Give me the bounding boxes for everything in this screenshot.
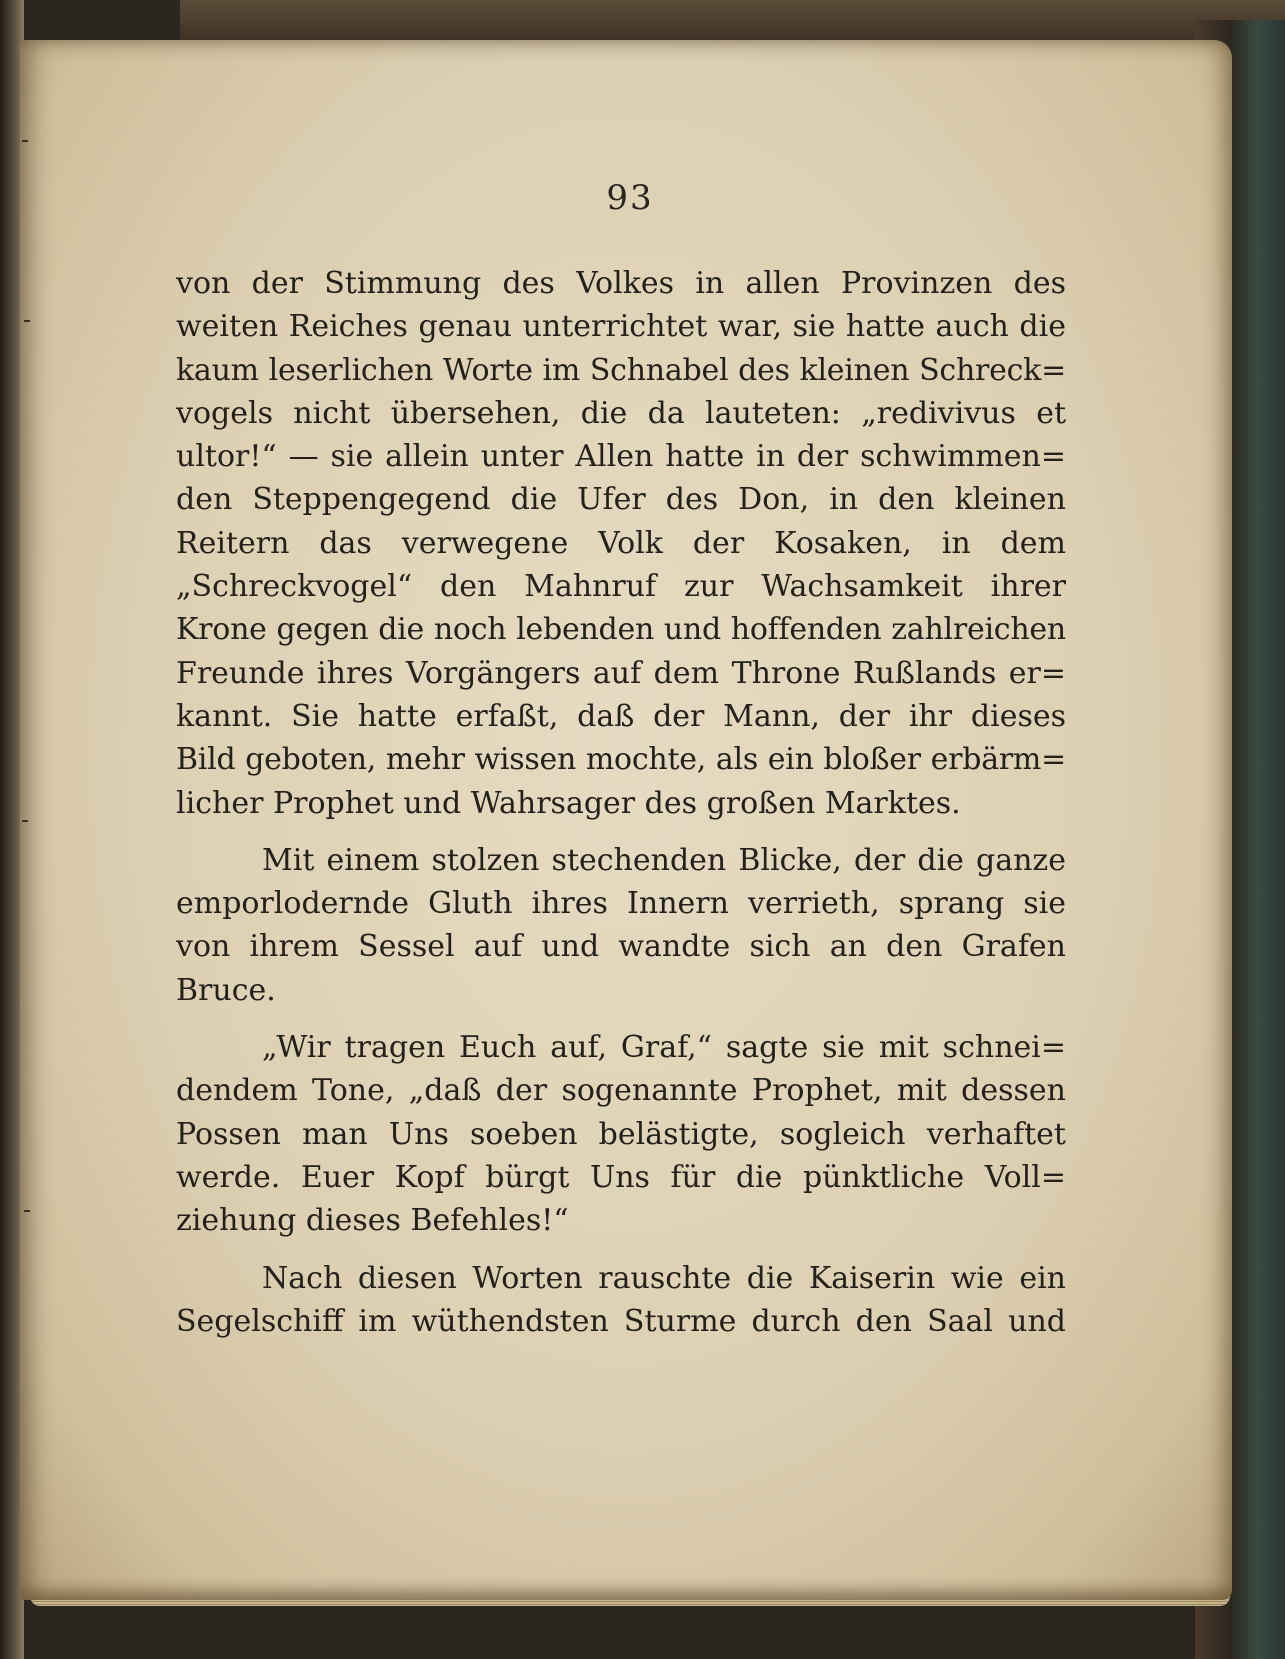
text-line: weiten Reiches genau unterrichtet war, sie hatte auch die [176, 309, 1066, 345]
text-line: dendem Tone, „daß der sogenannte Prophet, mit dessen [176, 1073, 1066, 1109]
text-line: licher Prophet und Wahrsager des großen Marktes. [176, 785, 961, 821]
text-line: Nach diesen Worten rauschte die Kaiserin wie ein [262, 1260, 1066, 1296]
text-line: Freunde ihres Vorgängers auf dem Throne Rußlands er= [176, 655, 1066, 691]
paragraph [176, 1026, 1066, 1242]
paragraph [176, 839, 1066, 1012]
text-line: ultor!“ — sie allein unter Allen hatte in der schwimmen= [176, 439, 1066, 475]
text-line: ziehung dieses Befehles!“ [176, 1203, 569, 1239]
text-line: emporlodernde Gluth ihres Innern verrieth, sprang sie [176, 886, 1066, 922]
text-line: von ihrem Sessel auf und wandte sich an den Grafen [176, 929, 1066, 965]
paragraph [176, 262, 1066, 825]
text-line: den Steppengegend die Ufer des Don, in den kleinen [176, 482, 1066, 518]
binding-mark [24, 320, 30, 322]
text-line: Possen man Uns soeben belästigte, sogleich verhaftet [176, 1116, 1066, 1152]
text-line: Bruce. [176, 972, 276, 1008]
binding-mark [22, 820, 28, 822]
text-line: Segelschiff im wüthendsten Sturme durch den Saal und [176, 1303, 1066, 1339]
text-line: kannt. Sie hatte erfaßt, daß der Mann, der ihr dieses [176, 698, 1066, 734]
paragraph [176, 1257, 1066, 1344]
binding-mark [24, 1210, 30, 1212]
text-line: „Wir tragen Euch auf, Graf,“ sagte sie mit schnei= [262, 1030, 1066, 1066]
text-line: von der Stimmung des Volkes in allen Provinzen des [176, 266, 1066, 301]
text-line: vogels nicht übersehen, die da lauteten: „redivivus et [176, 395, 1066, 431]
binding-mark [22, 140, 28, 142]
text-line: kaum leserlichen Worte im Schnabel des kleinen Schreck= [176, 352, 1066, 388]
text-line: Bild geboten, mehr wissen mochte, als ein bloßer erbärm= [176, 742, 1066, 778]
text-line: Krone gegen die noch lebenden und hoffenden zahlreichen [176, 612, 1066, 648]
page-number: 93 [606, 178, 654, 218]
text-line: Reitern das verwegene Volk der Kosaken, in dem [176, 525, 1066, 561]
text-line: Mit einem stolzen stechenden Blicke, der die ganze [262, 842, 1066, 878]
text-line: „Schreckvogel“ den Mahnruf zur Wachsamkeit ihrer [176, 569, 1066, 605]
page-body-text [176, 262, 1066, 1343]
text-line: werde. Euer Kopf bürgt Uns für die pünktliche Voll= [176, 1159, 1066, 1195]
